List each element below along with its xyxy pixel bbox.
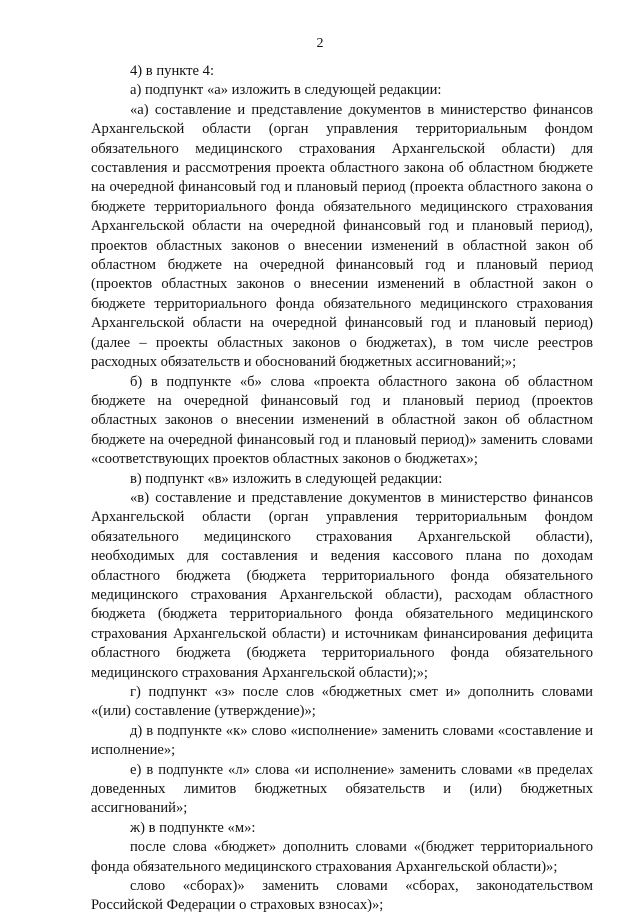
- paragraph-subpoint-a: а) подпункт «а» изложить в следующей редакции:: [130, 82, 442, 99]
- paragraph-subpoint-b: б) в подпункте «б» слова «проекта областного закона об областном бюджете на очередной финансовый год и плановый период (проектов областных законов о внесении изменений в областной закон об областном бюджете на очередной финансовый год и плановый период)» заменить словами «соответствующих проектов областных законов о бюджетах»;: [91, 373, 593, 468]
- paragraph-subpoint-d: д) в подпункте «к» слово «исполнение» заменить словами «составление и исполнение»;: [91, 722, 593, 759]
- paragraph-subpoint-a-text: «а) составление и представление документов в министерство финансов Архангельской области (орган управления территориальным фондом обязательного медицинского страхования Архангельской области) для составления и рассмотрения проекта областного закона об областном бюджете на очередной финансовый год и плановый период (проекта областного закона о бюджете территориального фонда обязательного медицинского страхования Архангельской области на очередной финансовый год и плановый период), проектов областных законов о внесении изменений в областной закон об областном бюджете на очередной финансовый год и плановый период (проектов областных законов о внесении изменений в областной закон о бюджете территориального фонда обязательного медицинского страхования Архангельской области на очередной финансовый год и плановый период) (далее – проекты областных законов о бюджетах), в том числе реестров расходных обязательств и обоснований бюджетных ассигнований;»;: [91, 101, 593, 371]
- paragraph-subpoint-e: е) в подпункте «л» слова «и исполнение» заменить словами «в пределах доведенных лимитов бюджетных обязательств и (или) бюджетных ассигнований»;: [91, 761, 593, 817]
- paragraph-subpoint-zh-2: слово «сборах)» заменить словами «сборах, законодательством Российской Федерации о страховых взносах)»;: [91, 878, 593, 914]
- page-number: 2: [316, 36, 324, 51]
- paragraph-subpoint-g: г) подпункт «з» после слов «бюджетных смет и» дополнить словами «(или) составление (утверждение)»;: [91, 684, 593, 720]
- paragraph-point-4: 4) в пункте 4:: [130, 63, 215, 79]
- paragraph-subpoint-v: в) подпункт «в» изложить в следующей редакции:: [130, 470, 443, 487]
- paragraph-subpoint-zh: ж) в подпункте «м»:: [130, 819, 256, 836]
- paragraph-subpoint-zh-1: после слова «бюджет» дополнить словами «(бюджет территориального фонда обязательного медицинского страхования Архангельской области)»;: [91, 839, 593, 875]
- document-body: [91, 62, 593, 916]
- paragraph-subpoint-v-text: «в) составление и представление документов в министерство финансов Архангельской области (орган управления территориальным фондом обязательного медицинского страхования Архангельской области), необходимых для составления и ведения кассового плана по доходам областного бюджета (бюджета территориального фонда обязательного медицинского страхования Архангельской области), расходам областного бюджета (бюджета территориального фонда обязательного медицинского страхования Архангельской области) и источникам финансирования дефицита областного бюджета (бюджета территориального фонда обязательного медицинского страхования Архангельской области);»;: [91, 489, 593, 681]
